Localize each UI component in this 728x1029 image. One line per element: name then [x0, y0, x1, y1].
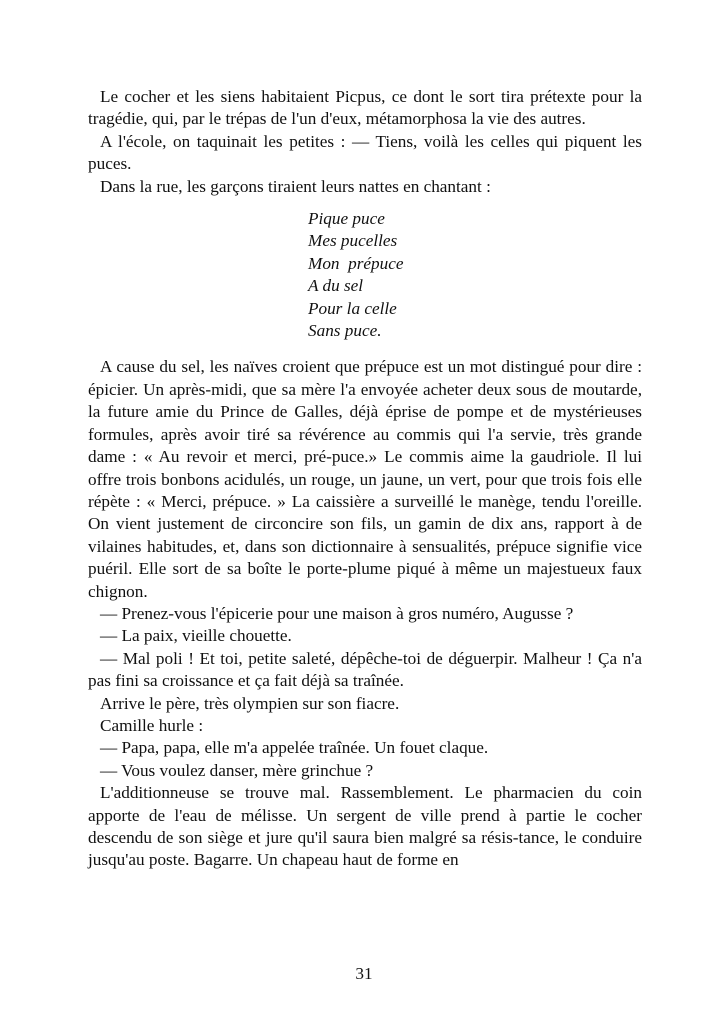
dialog-line: — Papa, papa, elle m'a appelée traînée. Un fouet claque. — [100, 738, 489, 758]
paragraph-picpus: Le cocher et les siens habitaient Picpus, ce dont le sort tira prétexte pour la tragédie, qui, par le trépas de l'un d'eux, métamorphosa la vie des autres. — [88, 87, 642, 129]
dialog-line: — Vous voulez danser, mère grinchue ? — [100, 760, 374, 780]
poem-line: Pour la celle — [308, 298, 397, 318]
dialog-line: — Prenez-vous l'épicerie pour une maison à gros numéro, Augusse ? — [100, 603, 574, 623]
dialog-line: — Mal poli ! Et toi, petite saleté, dépêche-toi de déguerpir. Malheur ! Ça n'a pas fini sa croissance et ça fait déjà sa traînée. — [88, 648, 642, 691]
poem — [308, 208, 642, 342]
paragraph-additionneuse: L'additionneuse se trouve mal. Rassemblement. Le pharmacien du coin apporte de l'eau de mélisse. Un sergent de ville prend à partie le cocher descendu de son siège et jure qu'il saura bien malgré sa résis-tance, le conduire jusqu'au poste. Bagarre. Un chapeau haut de forme en — [88, 783, 642, 870]
dialog-line: — La paix, vieille chouette. — [100, 626, 292, 646]
paragraph-rue: Dans la rue, les garçons tiraient leurs nattes en chantant : — [100, 176, 491, 196]
paragraph-ecole: A l'école, on taquinait les petites : — Tiens, voilà les celles qui piquent les puces. — [88, 131, 642, 174]
poem-line: A du sel — [308, 276, 364, 296]
page-number: 31 — [355, 964, 373, 983]
paragraph-pere: Arrive le père, très olympien sur son fiacre. — [100, 693, 400, 713]
paragraph-camille: Camille hurle : — [100, 715, 204, 735]
poem-line: Pique puce — [308, 209, 385, 229]
poem-line: Mon prépuce — [308, 253, 404, 273]
poem-line: Mes pucelles — [308, 231, 398, 251]
poem-line: Sans puce. — [308, 321, 382, 341]
page-body — [88, 86, 642, 872]
paragraph-sel: A cause du sel, les naïves croient que prépuce est un mot distingué pour dire : épicier. Un après-midi, que sa mère l'a envoyée acheter deux sous de moutarde, la future amie du Prince de Galles, déjà éprise de pompe et de mystérieuses formules, après avoir tiré sa révérence au commis qui l'a servie, très grande dame : « Au revoir et merci, pré-puce.» Le commis aime la gaudriole. Il lui offre trois bonbons acidulés, un rouge, un jaune, un vert, pour que trois fois elle répète : « Merci, prépuce. » La caissière a surveillé le manège, tendu l'oreille. On vient justement de circoncire son fils, un gamin de dix ans, rapport à de vilaines habitudes, et, dans son dictionnaire à sensualités, prépuce signifie vice puéril. Elle sort de sa boîte le porte-plume piqué à même un majestueux faux chignon. — [88, 357, 642, 601]
